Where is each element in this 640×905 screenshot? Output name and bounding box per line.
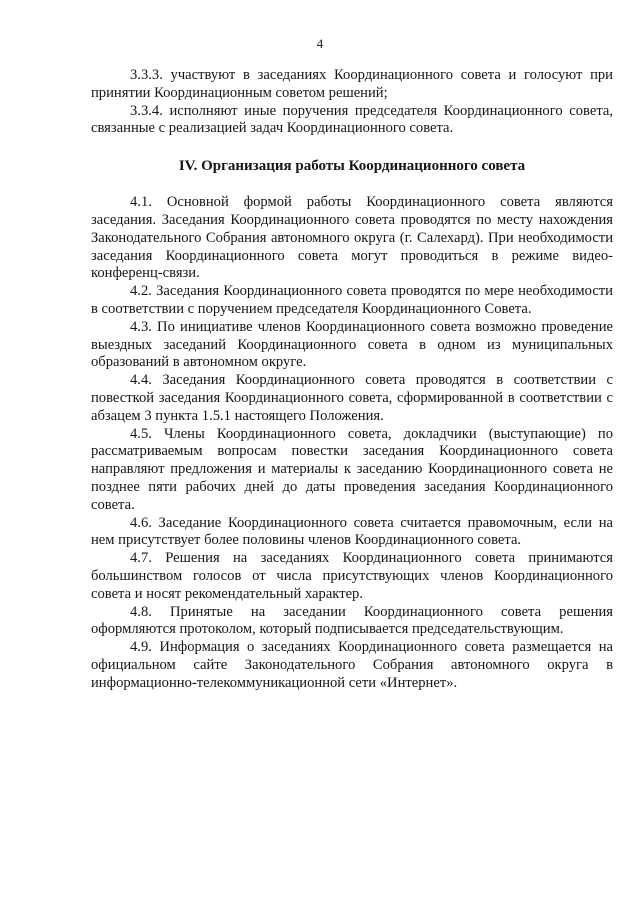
paragraph-3-3-3: 3.3.3. участвуют в заседаниях Координационного совета и голосуют при принятии Координационным советом решений;: [91, 67, 613, 101]
paragraph-4-4: 4.4. Заседания Координационного совета проводятся в соответствии с повесткой заседания Координационного совета, сформированной в соответствии с абзацем 3 пункта 1.5.1 настоящего Положения.: [91, 372, 613, 424]
paragraph-4-8: 4.8. Принятые на заседании Координационного совета решения оформляются протоколом, который подписывается председательствующим.: [91, 603, 613, 638]
section-heading: IV. Организация работы Координационного совета: [178, 158, 526, 175]
paragraph-4-9: 4.9. Информация о заседаниях Координационного совета размещается на официальном сайте Законодательного Собрания автономного округа в информационно-телекоммуникационной сети «Интернет».: [91, 639, 613, 691]
paragraph-4-2: 4.2. Заседания Координационного совета проводятся по мере необходимости в соответствии с поручением председателя Координационного Совета.: [91, 283, 613, 317]
paragraph-4-1: 4.1. Основной формой работы Координационного совета являются заседания. Заседания Координационного совета проводятся по месту нахождения Законодательного Собрания автономного округа (г. Салехард). При необходимости заседания Координационного совета могут проводиться в режиме видео-конференц-связи.: [91, 194, 613, 282]
page-number: 4: [316, 36, 324, 51]
document-body: [91, 67, 613, 693]
paragraph-4-5: 4.5. Члены Координационного совета, докладчики (выступающие) по рассматриваемым вопросам повестки заседания Координационного совета направляют предложения и материалы к заседанию Координационного совета не позднее пяти рабочих дней до даты проведения заседания Координационного совета.: [91, 425, 613, 513]
paragraph-4-6: 4.6. Заседание Координационного совета считается правомочным, если на нем присутствует более половины членов Координационного совета.: [91, 514, 613, 549]
paragraph-4-7: 4.7. Решения на заседаниях Координационного совета принимаются большинством голосов от числа присутствующих членов Координационного совета и носят рекомендательный характер.: [91, 550, 613, 602]
paragraph-3-3-4: 3.3.4. исполняют иные поручения председателя Координационного совета, связанные с реализацией задач Координационного совета.: [91, 102, 613, 137]
paragraph-4-3: 4.3. По инициативе членов Координационного совета возможно проведение выездных заседаний Координационного совета в одном из муниципальных образований в автономном округе.: [91, 318, 613, 371]
